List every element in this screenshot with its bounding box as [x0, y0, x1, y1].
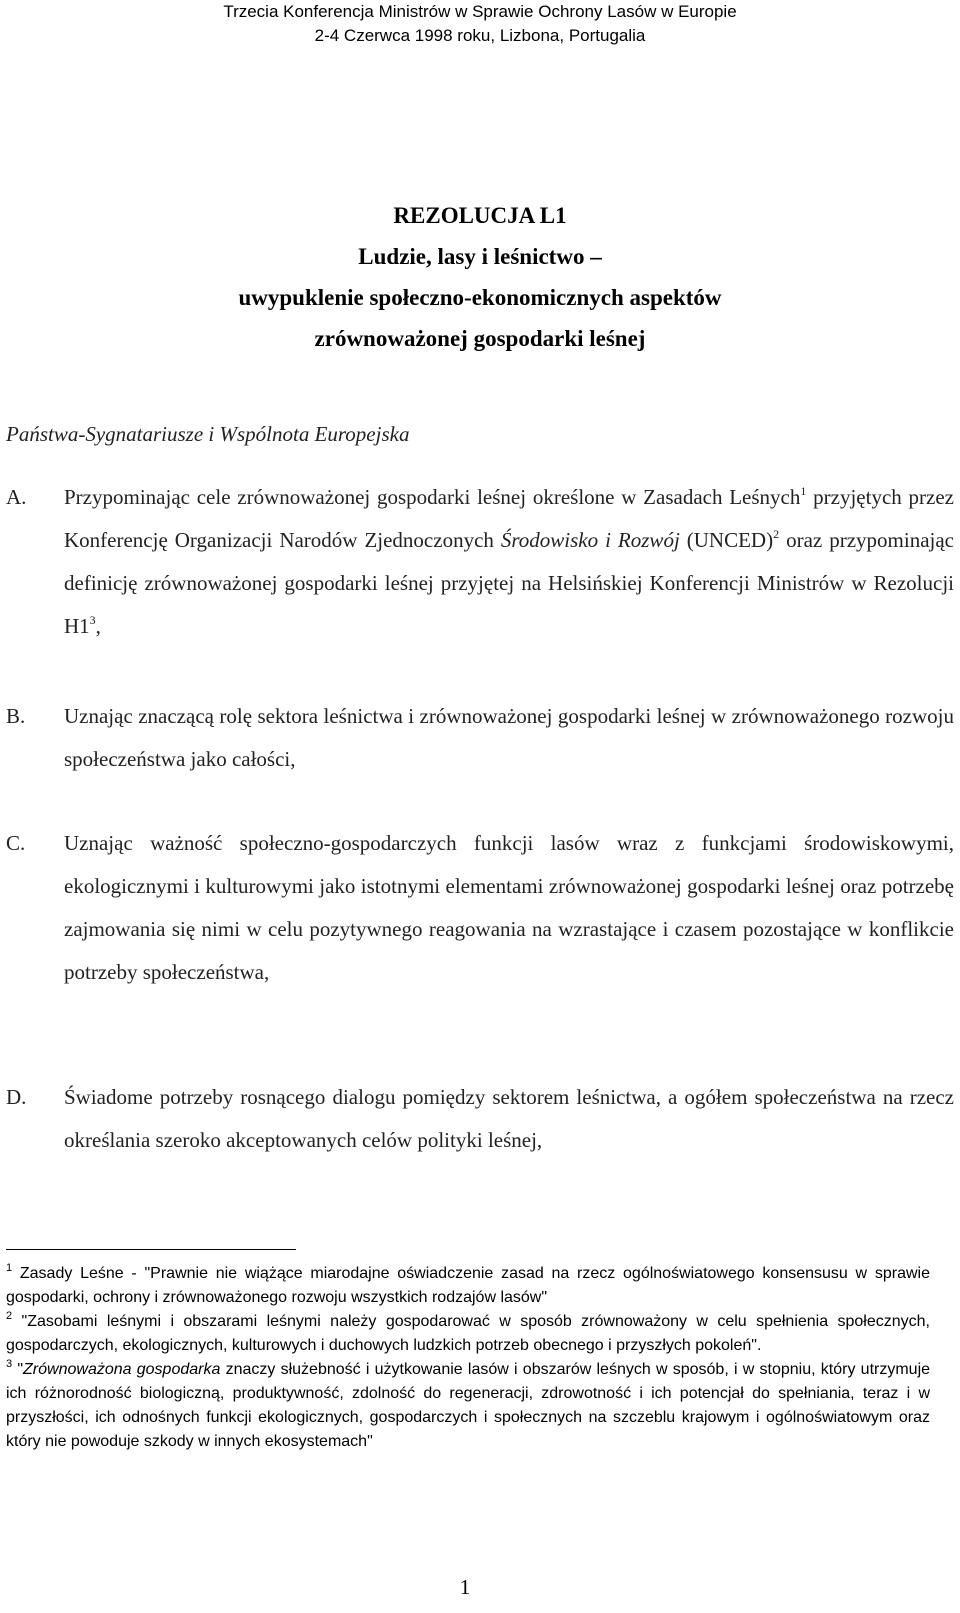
- footnote-ref-1: 1: [800, 484, 807, 498]
- paragraph-a-text: oraz przypominając definicję zrównoważonej gospodarki leśnej przyjętej na Helsińskiej Konferencji Ministrów w Rezolucji H1: [64, 528, 954, 638]
- header-date-location: 2-4 Czerwca 1998 roku, Lizbona, Portugalia: [314, 26, 646, 45]
- footnote-1: [6, 1262, 930, 1310]
- footnote-ref-3: 3: [89, 613, 96, 627]
- paragraph-a-text: Przypominając cele zrównoważonej gospodarki leśnej określone w Zasadach Leśnych: [64, 485, 801, 509]
- paragraph-a: [6, 476, 954, 648]
- resolution-title-block: [0, 195, 960, 359]
- paragraph-b-letter: B.: [6, 704, 26, 728]
- paragraph-c-letter: C.: [6, 831, 26, 855]
- footnote-italic-term: Zrównoważona gospodarka: [23, 1361, 221, 1378]
- footnote-3: [6, 1358, 930, 1454]
- footnotes: [6, 1262, 930, 1454]
- footnote-text: "Zasobami leśnymi i obszarami leśnymi należy gospodarować w sposób zrównoważony w celu spełnienia społecznych, gospodarczych, ekologicznych, kulturowych i duchowych ludzkich potrzeb obecnego i przyszłych pokoleń".: [6, 1313, 930, 1354]
- resolution-subtitle-line-3: zrównoważonej gospodarki leśnej: [314, 326, 646, 351]
- signatories-line: Państwa-Sygnatariusze i Wspólnota Europejska: [6, 422, 410, 446]
- paragraph-a-letter: A.: [6, 485, 27, 509]
- resolution-title: REZOLUCJA L1: [393, 203, 567, 228]
- page-header: [0, 0, 960, 48]
- footnote-number: 2: [6, 1310, 13, 1322]
- resolution-subtitle-line-1: Ludzie, lasy i leśnictwo –: [358, 244, 602, 269]
- footnote-number: 3: [6, 1358, 13, 1370]
- paragraph-d-body: Świadome potrzeby rosnącego dialogu pomiędzy sektorem leśnictwa, a ogółem społeczeństwa na rzecz określania szeroko akceptowanych celów polityki leśnej,: [64, 1085, 954, 1152]
- page-number: 1: [459, 1575, 471, 1599]
- header-conference-title: Trzecia Konferencja Ministrów w Sprawie Ochrony Lasów w Europie: [223, 2, 737, 21]
- footnote-ref-2: 2: [773, 527, 780, 541]
- footnote-separator: [6, 1249, 296, 1250]
- paragraph-a-text: (UNCED): [679, 528, 774, 552]
- paragraph-c-body: Uznając ważność społeczno-gospodarczych funkcji lasów wraz z funkcjami środowiskowymi, ekologicznymi i kulturowymi jako istotnymi elementami zrównoważonej gospodarki leśnej oraz potrzebę zajmowania się nimi w celu pozytywnego reagowania na wzrastające i czasem pozostające w konflikcie potrzeby społeczeństwa,: [64, 831, 954, 984]
- footnote-number: 1: [6, 1262, 13, 1274]
- paragraph-d-letter: D.: [6, 1085, 27, 1109]
- paragraph-a-body: [64, 476, 954, 648]
- paragraph-b: [6, 695, 954, 781]
- paragraph-a-text: przyjętych przez Konferencję Organizacji Narodów Zjednoczonych: [64, 485, 954, 552]
- footnote-text: znaczy służebność i użytkowanie lasów i obszarów leśnych w sposób, i w stopniu, który utrzymuje ich różnorodność biologiczną, produktywność, zdolność do regeneracji, zdrowotność i ich potencjał do spełniania, teraz i w przyszłości, ich odnośnych funkcji ekologicznych, gospodarczych i społecznych na szczeblu krajowym i ogólnoświatowym oraz który nie powoduje szkody w innych ekosystemach": [6, 1361, 931, 1450]
- paragraph-d: [6, 1076, 954, 1162]
- resolution-subtitle-line-2: uwypuklenie społeczno-ekonomicznych aspektów: [238, 285, 722, 310]
- paragraph-a-text: ,: [95, 614, 101, 638]
- paragraph-c: [6, 822, 954, 994]
- footnote-text: Zasady Leśne - "Prawnie nie wiążące miarodajne oświadczenie zasad na rzecz ogólnoświatowego konsensusu w sprawie gospodarki, ochrony i zrównoważonego rozwoju wszystkich rodzajów lasów": [6, 1265, 930, 1306]
- paragraph-a-italic-phrase: Środowisko i Rozwój: [500, 528, 680, 552]
- footnote-text: ": [12, 1361, 24, 1378]
- paragraph-b-body: Uznając znaczącą rolę sektora leśnictwa i zrównoważonej gospodarki leśnej w zrównoważonego rozwoju społeczeństwa jako całości,: [64, 704, 954, 771]
- footnote-2: [6, 1310, 930, 1358]
